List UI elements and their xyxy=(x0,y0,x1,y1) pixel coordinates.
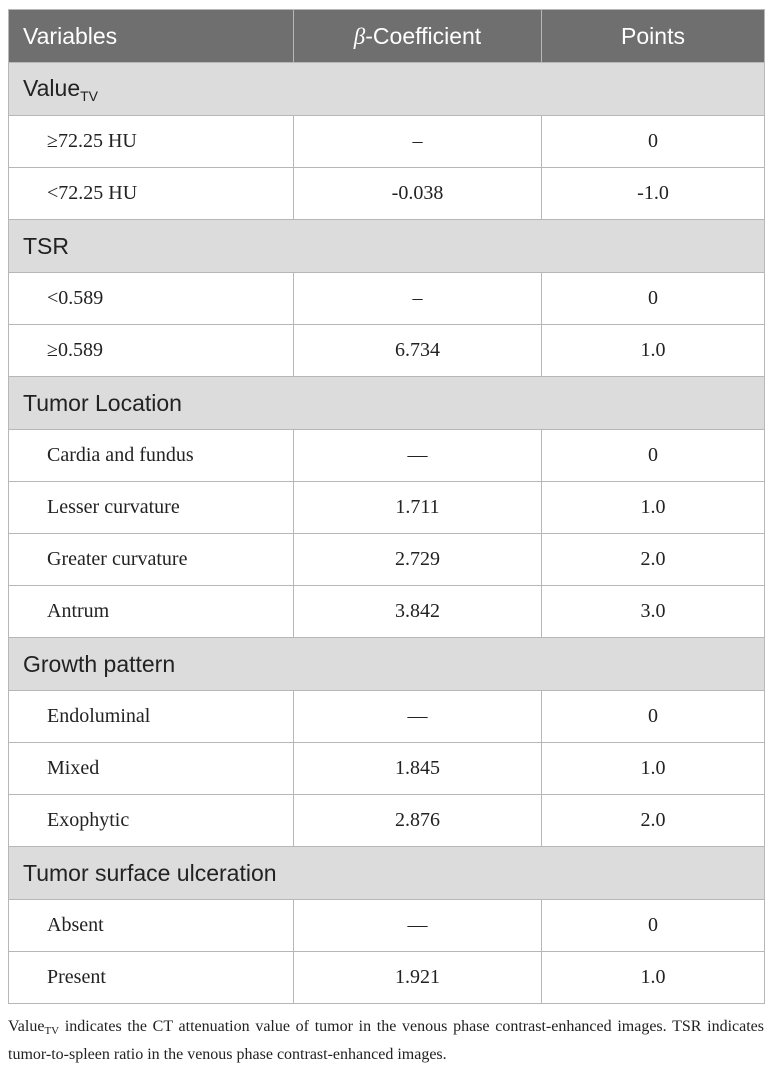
cell-variable: ≥0.589 xyxy=(9,325,294,377)
coefficients-table xyxy=(8,9,765,1004)
cell-variable: Greater curvature xyxy=(9,534,294,586)
group-row-value-tv xyxy=(9,63,765,116)
cell-beta: 2.729 xyxy=(294,534,542,586)
table-body xyxy=(9,63,765,1004)
table-row xyxy=(9,586,765,638)
cell-points: 2.0 xyxy=(542,534,765,586)
header-variables: Variables xyxy=(9,10,294,63)
cell-beta: 6.734 xyxy=(294,325,542,377)
subscript: TV xyxy=(80,87,99,104)
cell-beta: – xyxy=(294,116,542,168)
cell-points: 0 xyxy=(542,900,765,952)
cell-beta: — xyxy=(294,430,542,482)
table-row xyxy=(9,325,765,377)
table-container xyxy=(8,9,764,1004)
cell-beta: – xyxy=(294,273,542,325)
table-footnote xyxy=(8,1015,764,1066)
cell-points: 1.0 xyxy=(542,952,765,1004)
table-row xyxy=(9,273,765,325)
cell-beta: — xyxy=(294,900,542,952)
cell-beta: 2.876 xyxy=(294,795,542,847)
cell-points: 3.0 xyxy=(542,586,765,638)
cell-variable: ≥72.25 HU xyxy=(9,116,294,168)
group-label: Growth pattern xyxy=(9,638,765,691)
table-row xyxy=(9,116,765,168)
header-beta-coefficient xyxy=(294,10,542,63)
group-row-growth-pattern xyxy=(9,638,765,691)
footnote-lead: Value xyxy=(8,1018,45,1035)
table-row xyxy=(9,900,765,952)
footnote-subscript: TV xyxy=(44,1025,60,1037)
table-row xyxy=(9,691,765,743)
cell-variable: Mixed xyxy=(9,743,294,795)
footnote-text: indicates the CT attenuation value of tumor in the venous phase contrast-enhanced images. TSR indicates tumor-to-spleen ratio in the venous phase contrast-enhanced images. xyxy=(8,1018,764,1063)
cell-points: 0 xyxy=(542,430,765,482)
cell-variable: Exophytic xyxy=(9,795,294,847)
table-row xyxy=(9,534,765,586)
cell-variable: <72.25 HU xyxy=(9,168,294,220)
cell-variable: Present xyxy=(9,952,294,1004)
cell-variable: Antrum xyxy=(9,586,294,638)
cell-points: -1.0 xyxy=(542,168,765,220)
cell-points: 2.0 xyxy=(542,795,765,847)
group-label: Tumor surface ulceration xyxy=(9,847,765,900)
table-header-row xyxy=(9,10,765,63)
cell-variable: Cardia and fundus xyxy=(9,430,294,482)
beta-symbol: β xyxy=(353,23,366,49)
group-label: TSR xyxy=(9,220,765,273)
group-row-tsr xyxy=(9,220,765,273)
cell-beta: 3.842 xyxy=(294,586,542,638)
cell-points: 0 xyxy=(542,691,765,743)
group-label: Tumor Location xyxy=(9,377,765,430)
table-row xyxy=(9,952,765,1004)
cell-beta: 1.845 xyxy=(294,743,542,795)
cell-points: 1.0 xyxy=(542,482,765,534)
cell-beta: 1.921 xyxy=(294,952,542,1004)
cell-points: 1.0 xyxy=(542,743,765,795)
cell-points: 0 xyxy=(542,273,765,325)
cell-beta: -0.038 xyxy=(294,168,542,220)
table-row xyxy=(9,430,765,482)
cell-variable: <0.589 xyxy=(9,273,294,325)
cell-points: 0 xyxy=(542,116,765,168)
group-label: Value$_{TV}$ xyxy=(9,63,765,116)
table-row xyxy=(9,795,765,847)
header-points: Points xyxy=(542,10,765,63)
table-row xyxy=(9,482,765,534)
beta-header-text: -Coefficient xyxy=(365,22,482,49)
group-row-tumor-location xyxy=(9,377,765,430)
cell-points: 1.0 xyxy=(542,325,765,377)
cell-variable: Endoluminal xyxy=(9,691,294,743)
group-row-tumor-surface-ulceration xyxy=(9,847,765,900)
table-row xyxy=(9,743,765,795)
cell-beta: 1.711 xyxy=(294,482,542,534)
cell-beta: — xyxy=(294,691,542,743)
cell-variable: Absent xyxy=(9,900,294,952)
cell-variable: Lesser curvature xyxy=(9,482,294,534)
table-row xyxy=(9,168,765,220)
